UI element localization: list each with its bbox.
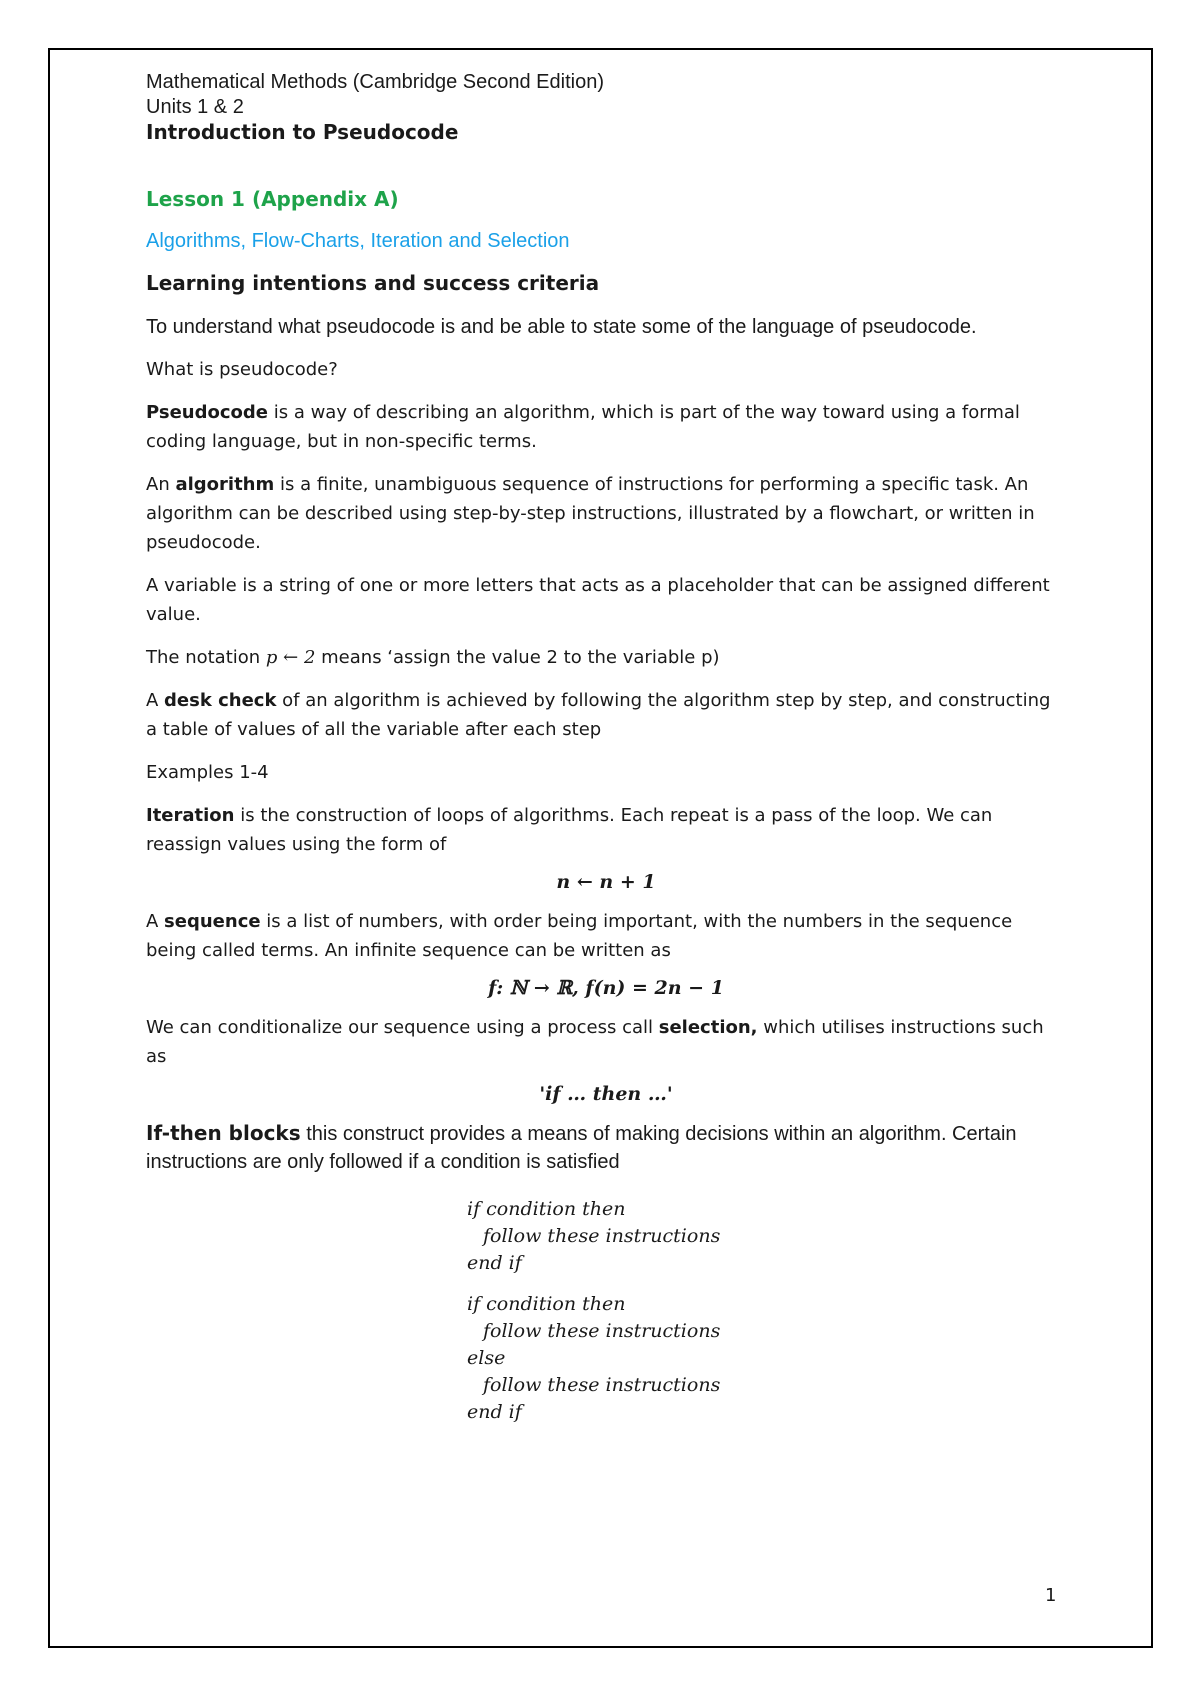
what-is-question: What is pseudocode? — [146, 359, 338, 380]
sequence-definition: is a list of numbers, with order being important, with the numbers in the sequence being called terms. An infinite sequence can be written as — [146, 911, 1013, 961]
intro-paragraph: To understand what pseudocode is and be able to state some of the language of pseudocode. — [146, 316, 977, 338]
code-line: follow these instructions — [483, 1374, 721, 1396]
sequence-paragraph — [146, 907, 1066, 965]
algorithm-paragraph — [146, 470, 1066, 557]
sequence-equation: f: ℕ → ℝ, f(n) = 2n − 1 — [488, 977, 724, 999]
if-then-definition: this construct provides a means of making decisions within an algorithm. Certain instructions are only followed if a condition is satisfied — [146, 1123, 1017, 1173]
code-line: else — [467, 1347, 506, 1369]
desk-check-definition: of an algorithm is achieved by following the algorithm step by step, and constructing a table of values of all the variable after each step — [146, 690, 1051, 740]
code-line: end if — [467, 1252, 522, 1274]
lesson-heading: Lesson 1 (Appendix A) — [146, 187, 399, 211]
selection-term: selection, — [658, 1017, 758, 1038]
iteration-equation: n ← n + 1 — [556, 871, 656, 893]
if-then-paragraph — [146, 1119, 1066, 1176]
variable-paragraph: A variable is a string of one or more letters that acts as a placeholder that can be assigned different value. — [146, 575, 1050, 625]
sequence-pre: A — [146, 911, 165, 932]
selection-equation: 'if … then …' — [539, 1083, 673, 1105]
desk-check-term: desk check — [164, 690, 277, 711]
desk-check-paragraph — [146, 686, 1066, 744]
code-line: follow these instructions — [483, 1225, 721, 1247]
pseudocode-definition: is a way of describing an algorithm, which is part of the way toward using a formal coding language, but in non-specific terms. — [146, 402, 1020, 452]
learning-heading: Learning intentions and success criteria — [146, 271, 600, 295]
algorithm-pre: An — [146, 474, 176, 495]
selection-post: which utilises instructions such as — [146, 1017, 1044, 1067]
notation-pre: The notation — [146, 647, 266, 668]
selection-pre: We can conditionalize our sequence using a process call — [146, 1017, 659, 1038]
examples-label: Examples 1-4 — [146, 762, 269, 783]
sequence-term: sequence — [164, 911, 261, 932]
if-then-term: If-then blocks — [146, 1121, 301, 1145]
selection-paragraph — [146, 1013, 1066, 1071]
algorithm-term: algorithm — [175, 474, 275, 495]
code-line: if condition then — [467, 1293, 626, 1315]
iteration-paragraph — [146, 801, 1066, 859]
notation-post: means ‘assign the value 2 to the variable p) — [315, 647, 720, 668]
lesson-subtitle: Algorithms, Flow-Charts, Iteration and Selection — [146, 230, 570, 252]
code-line: end if — [467, 1401, 522, 1423]
page-number: 1 — [1045, 1585, 1057, 1606]
pseudocode-paragraph — [146, 398, 1066, 456]
code-line: if condition then — [467, 1198, 626, 1220]
notation-paragraph — [146, 643, 1066, 672]
iteration-definition: is the construction of loops of algorithms. Each repeat is a pass of the loop. We can reassign values using the form of — [146, 805, 993, 855]
document-content — [146, 70, 1066, 1426]
code-block-if-then-else — [467, 1291, 1066, 1426]
course-title: Mathematical Methods (Cambridge Second Edition) — [146, 71, 604, 93]
pseudocode-term: Pseudocode — [146, 402, 268, 423]
code-block-if-then — [467, 1196, 1066, 1277]
units-label: Units 1 & 2 — [146, 96, 244, 118]
algorithm-definition: is a finite, unambiguous sequence of instructions for performing a specific task. An algorithm can be described using step-by-step instructions, illustrated by a flowchart, or written in pseudocode. — [146, 474, 1035, 553]
desk-pre: A — [146, 690, 165, 711]
document-title: Introduction to Pseudocode — [146, 120, 459, 144]
code-line: follow these instructions — [483, 1320, 721, 1342]
notation-math: p ← 2 — [265, 647, 316, 668]
iteration-term: Iteration — [146, 805, 235, 826]
